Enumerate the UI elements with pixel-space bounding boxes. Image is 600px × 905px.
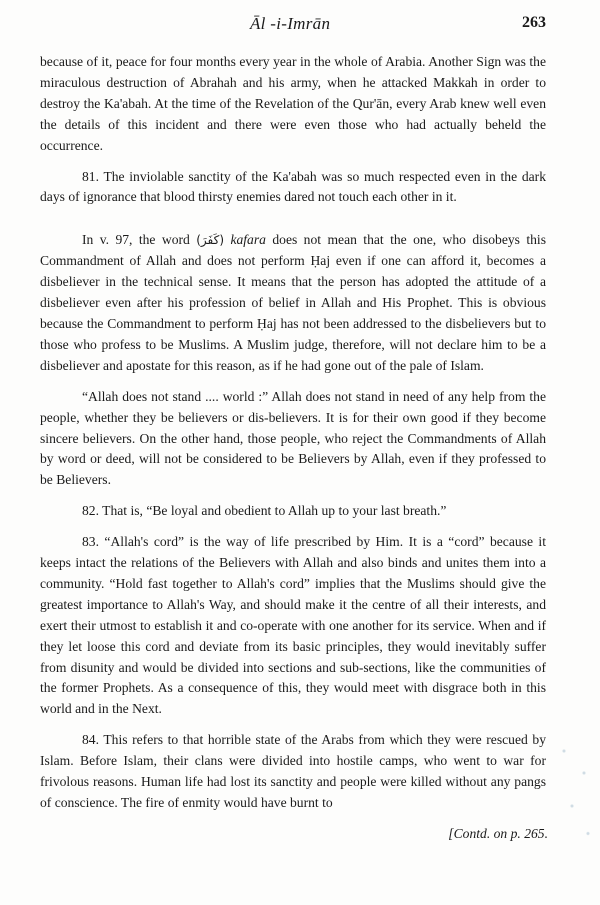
note-81-allah-does-not-stand: “Allah does not stand .... world :” Allah does not stand in need of any help from the people, whether they be believers or dis-believers. It is for their own good if they become sincere believers. On the other hand, those people, who reject the Commandments of Allah by word or deed, will not be considered to be Believers by Allah, even if they professed to be Believers. [40, 388, 546, 488]
note-84: 84. This refers to that horrible state of the Arabs from which they were rescued by Islam. Before Islam, their clans were divided into hostile camps, who went to war for frivolous reasons. Human life had lost its sanctity and people were killed without any pangs of conscience. The fire of enmity would have burnt to [40, 732, 546, 810]
note-81-verse-97 [40, 230, 546, 376]
verse-97-explanation: does not mean that the one, who disobeys this Commandment of Allah and does not perform Ḥaj even if one can afford it, becomes a disbeliever in the technical sense. It means that the person has adopted the attitude of a disbeliever even after his profession of belief in Allah and His Prophet. This is obvious because the Commandment to perform Ḥaj has not been addressed to the disbelievers but to those who profess to be Muslims. A Muslim judge, therefore, will not declare him to be a disbeliever and apostate for this reason, as if he had gone out of the pale of Islam. [40, 232, 547, 373]
scan-noise-decoration [556, 740, 596, 850]
verse-97-intro: In v. 97, the word [82, 232, 190, 248]
running-title: Āl -i-Imrān [250, 14, 331, 33]
continuation-note: [Contd. on p. 265. [448, 826, 548, 841]
paragraph-continuation: because of it, peace for four months every year in the whole of Arabia. Another Sign was the miraculous destruction of Abrahah and his army, when he attacked Makkah in order to destroy the Ka'abah. At the time of the Revelation of the Qur'ān, every Arab knew well even the details of this incident and there were even those who had actually beheld the occurrence. [40, 54, 546, 153]
note-81: 81. The inviolable sanctity of the Ka'abah was so much respected even in the dark days of ignorance that blood thirsty enemies dared not touch each other in it. [40, 168, 546, 205]
body-text [40, 52, 546, 814]
running-header [0, 14, 600, 38]
arabic-word-kafara: (كَفَرَ) [196, 233, 225, 248]
note-83: 83. “Allah's cord” is the way of life prescribed by Him. It is a “cord” because it keeps intact the relations of the Believers with Allah and also binds and unites them into a community. “Hold fast together to Allah's cord” implies that the Muslims should give the greatest importance to Allah's Way, and should make it the centre of all their interests, and exert their utmost to establish it and co-operate with one another for its service. When and if they let loose this cord and deviate from its basic principles, they would inevitably suffer from disunity and would be divided into sections and sub-sections, like the communities of the former Prophets. As a consequence of this, they would meet with disgrace both in this world and in the Next. [40, 534, 546, 717]
page-number: 263 [522, 14, 546, 31]
note-82: 82. That is, “Be loyal and obedient to Allah up to your last breath.” [82, 503, 447, 519]
transliteration-kafara: kafara [230, 232, 266, 248]
